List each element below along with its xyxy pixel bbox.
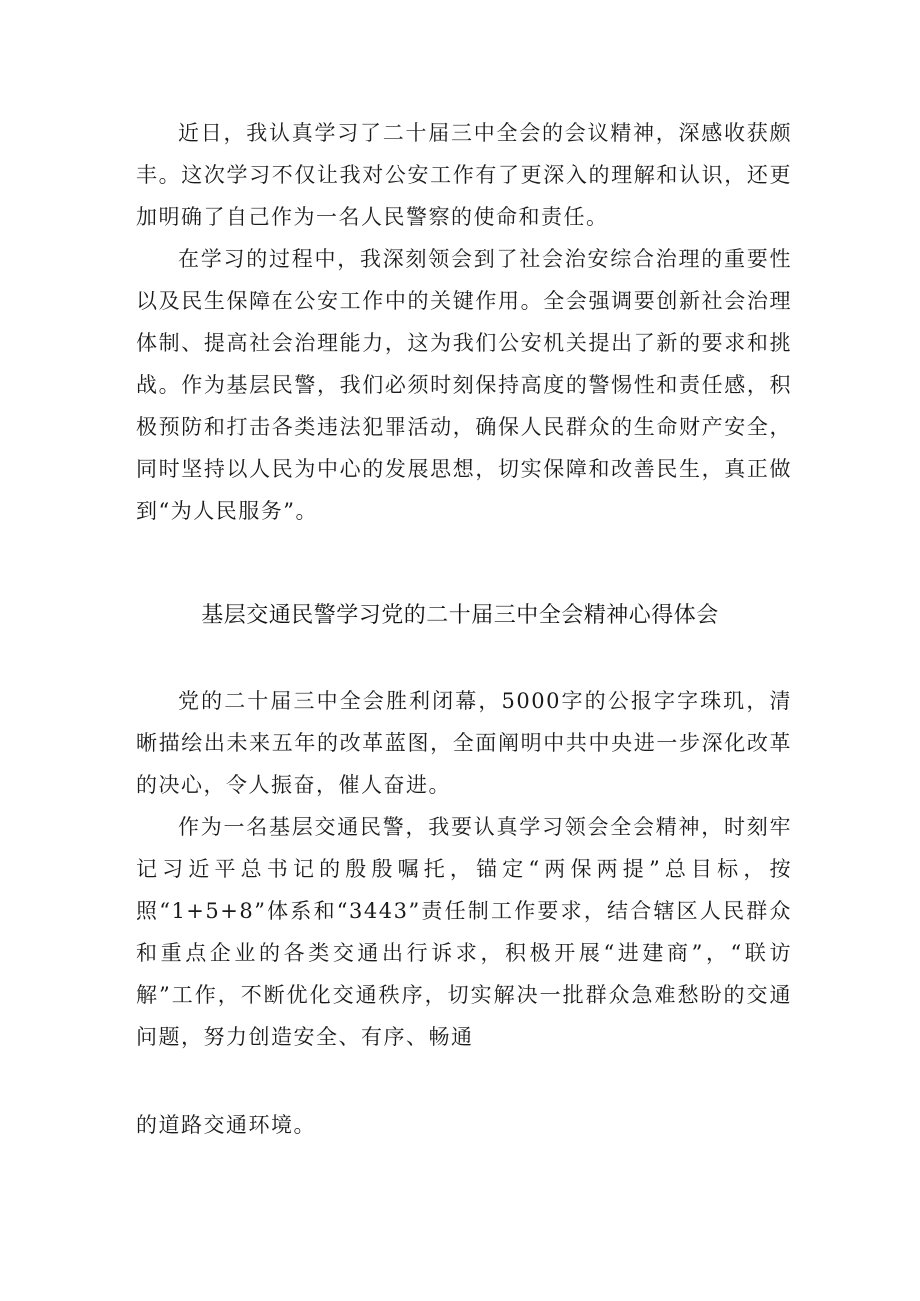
paragraph-intro: 近日，我认真学习了二十届三中全会的会议精神，深感收获颇丰。这次学习不仅让我对公安工作有了更深入的理解和认识，还更加明确了自己作为一名人民警察的使命和责任。 bbox=[136, 121, 792, 229]
paragraph-traffic-police-commitment: 作为一名基层交通民警，我要认真学习领会全会精神，时刻牢记习近平总书记的殷殷嘱托，锚定“两保两提”总目标，按照“1+5+8”体系和“3443”责任制工作要求，结合辖区人民群众和重点企业的各类交通出行诉求，积极开展“进建商”，“联访解”工作，不断优化交通秩序，切实解决一批群众急难愁盼的交通问题，努力创造安全、有序、畅通 bbox=[136, 815, 792, 1049]
section-heading: 基层交通民警学习党的二十届三中全会精神心得体会 bbox=[201, 603, 719, 628]
paragraph-continuation: 的道路交通环境。 bbox=[136, 1113, 316, 1137]
paragraph-study-process: 在学习的过程中，我深刻领会到了社会治安综合治理的重要性以及民生保障在公安工作中的关键作用。全会强调要创新社会治理体制、提高社会治理能力，这为我们公安机关提出了新的要求和挑战。作为基层民警，我们必须时刻保持高度的警惕性和责任感，积极预防和打击各类违法犯罪活动，确保人民群众的生命财产安全，同时坚持以人民为中心的发展思想，切实保障和改善民生，真正做到“为人民服务”。 bbox=[136, 247, 792, 523]
paragraph-plenum-closing: 党的二十届三中全会胜利闭幕，5000字的公报字字珠玑，清晰描绘出未来五年的改革蓝图，全面阐明中共中央进一步深化改革的决心，令人振奋，催人奋进。 bbox=[136, 689, 792, 797]
